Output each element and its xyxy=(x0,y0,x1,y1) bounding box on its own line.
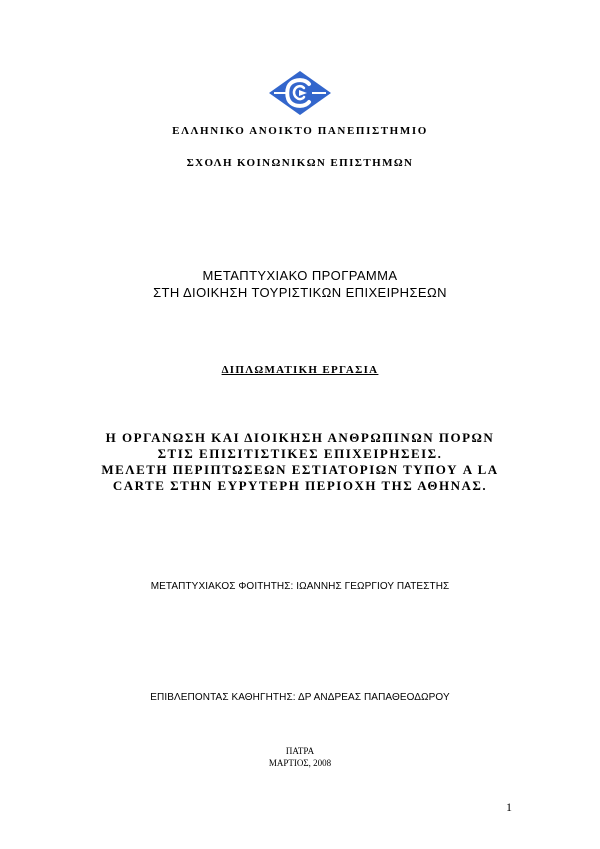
page-number: 1 xyxy=(506,800,512,814)
thesis-title-line-2: ΣΤΙΣ ΕΠΙΣΙΤΙΣΤΙΚΕΣ ΕΠΙΧΕΙΡΗΣΕΙΣ. xyxy=(157,446,443,461)
program-title xyxy=(0,267,600,301)
program-title-line-2: ΣΤΗ ΔΙΟΙΚΗΣΗ ΤΟΥΡΙΣΤΙΚΩΝ ΕΠΙΧΕΙΡΗΣΕΩΝ xyxy=(153,285,447,300)
thesis-title-line-4: CARTE ΣΤΗΝ ΕΥΡΥΤΕΡΗ ΠΕΡΙΟΧΗ ΤΗΣ ΑΘΗΝΑΣ. xyxy=(112,478,488,493)
school-name: ΣΧΟΛΗ ΚΟΙΝΩΝΙΚΩΝ ΕΠΙΣΤΗΜΩΝ xyxy=(186,157,414,169)
thesis-title-line-1: Η ΟΡΓΑΝΩΣΗ ΚΑΙ ΔΙΟΙΚΗΣΗ ΑΝΘΡΩΠΙΝΩΝ ΠΟΡΩΝ xyxy=(105,430,495,445)
student-name: ΜΕΤΑΠΤΥΧΙΑΚΟΣ ΦΟΙΤΗΤΗΣ: ΙΩΑΝΝΗΣ ΓΕΩΡΓΙΟΥ ΠΑΤΕΣΤΗΣ xyxy=(150,581,450,592)
date: ΜΑΡΤΙΟΣ, 2008 xyxy=(268,758,332,768)
university-logo-icon xyxy=(268,70,332,116)
thesis-title xyxy=(0,430,600,494)
document-type: ΔΙΠΛΩΜΑΤΙΚΗ ΕΡΓΑΣΙΑ xyxy=(221,364,379,376)
place: ΠΑΤΡΑ xyxy=(285,746,315,756)
thesis-title-line-3: ΜΕΛΕΤΗ ΠΕΡΙΠΤΩΣΕΩΝ ΕΣΤΙΑΤΟΡΙΩΝ ΤΥΠΟΥ A LA xyxy=(101,462,499,477)
supervisor-name: ΕΠΙΒΛΕΠΟΝΤΑΣ ΚΑΘΗΓΗΤΗΣ: ΔΡ ΑΝΔΡΕΑΣ ΠΑΠΑΘΕΟΔΩΡΟΥ xyxy=(150,692,450,703)
university-name: ΕΛΛΗΝΙΚΟ ΑΝΟΙΚΤΟ ΠΑΝΕΠΙΣΤΗΜΙΟ xyxy=(172,125,428,137)
program-title-line-1: ΜΕΤΑΠΤΥΧΙΑΚΟ ΠΡΟΓΡΑΜΜΑ xyxy=(202,268,398,283)
